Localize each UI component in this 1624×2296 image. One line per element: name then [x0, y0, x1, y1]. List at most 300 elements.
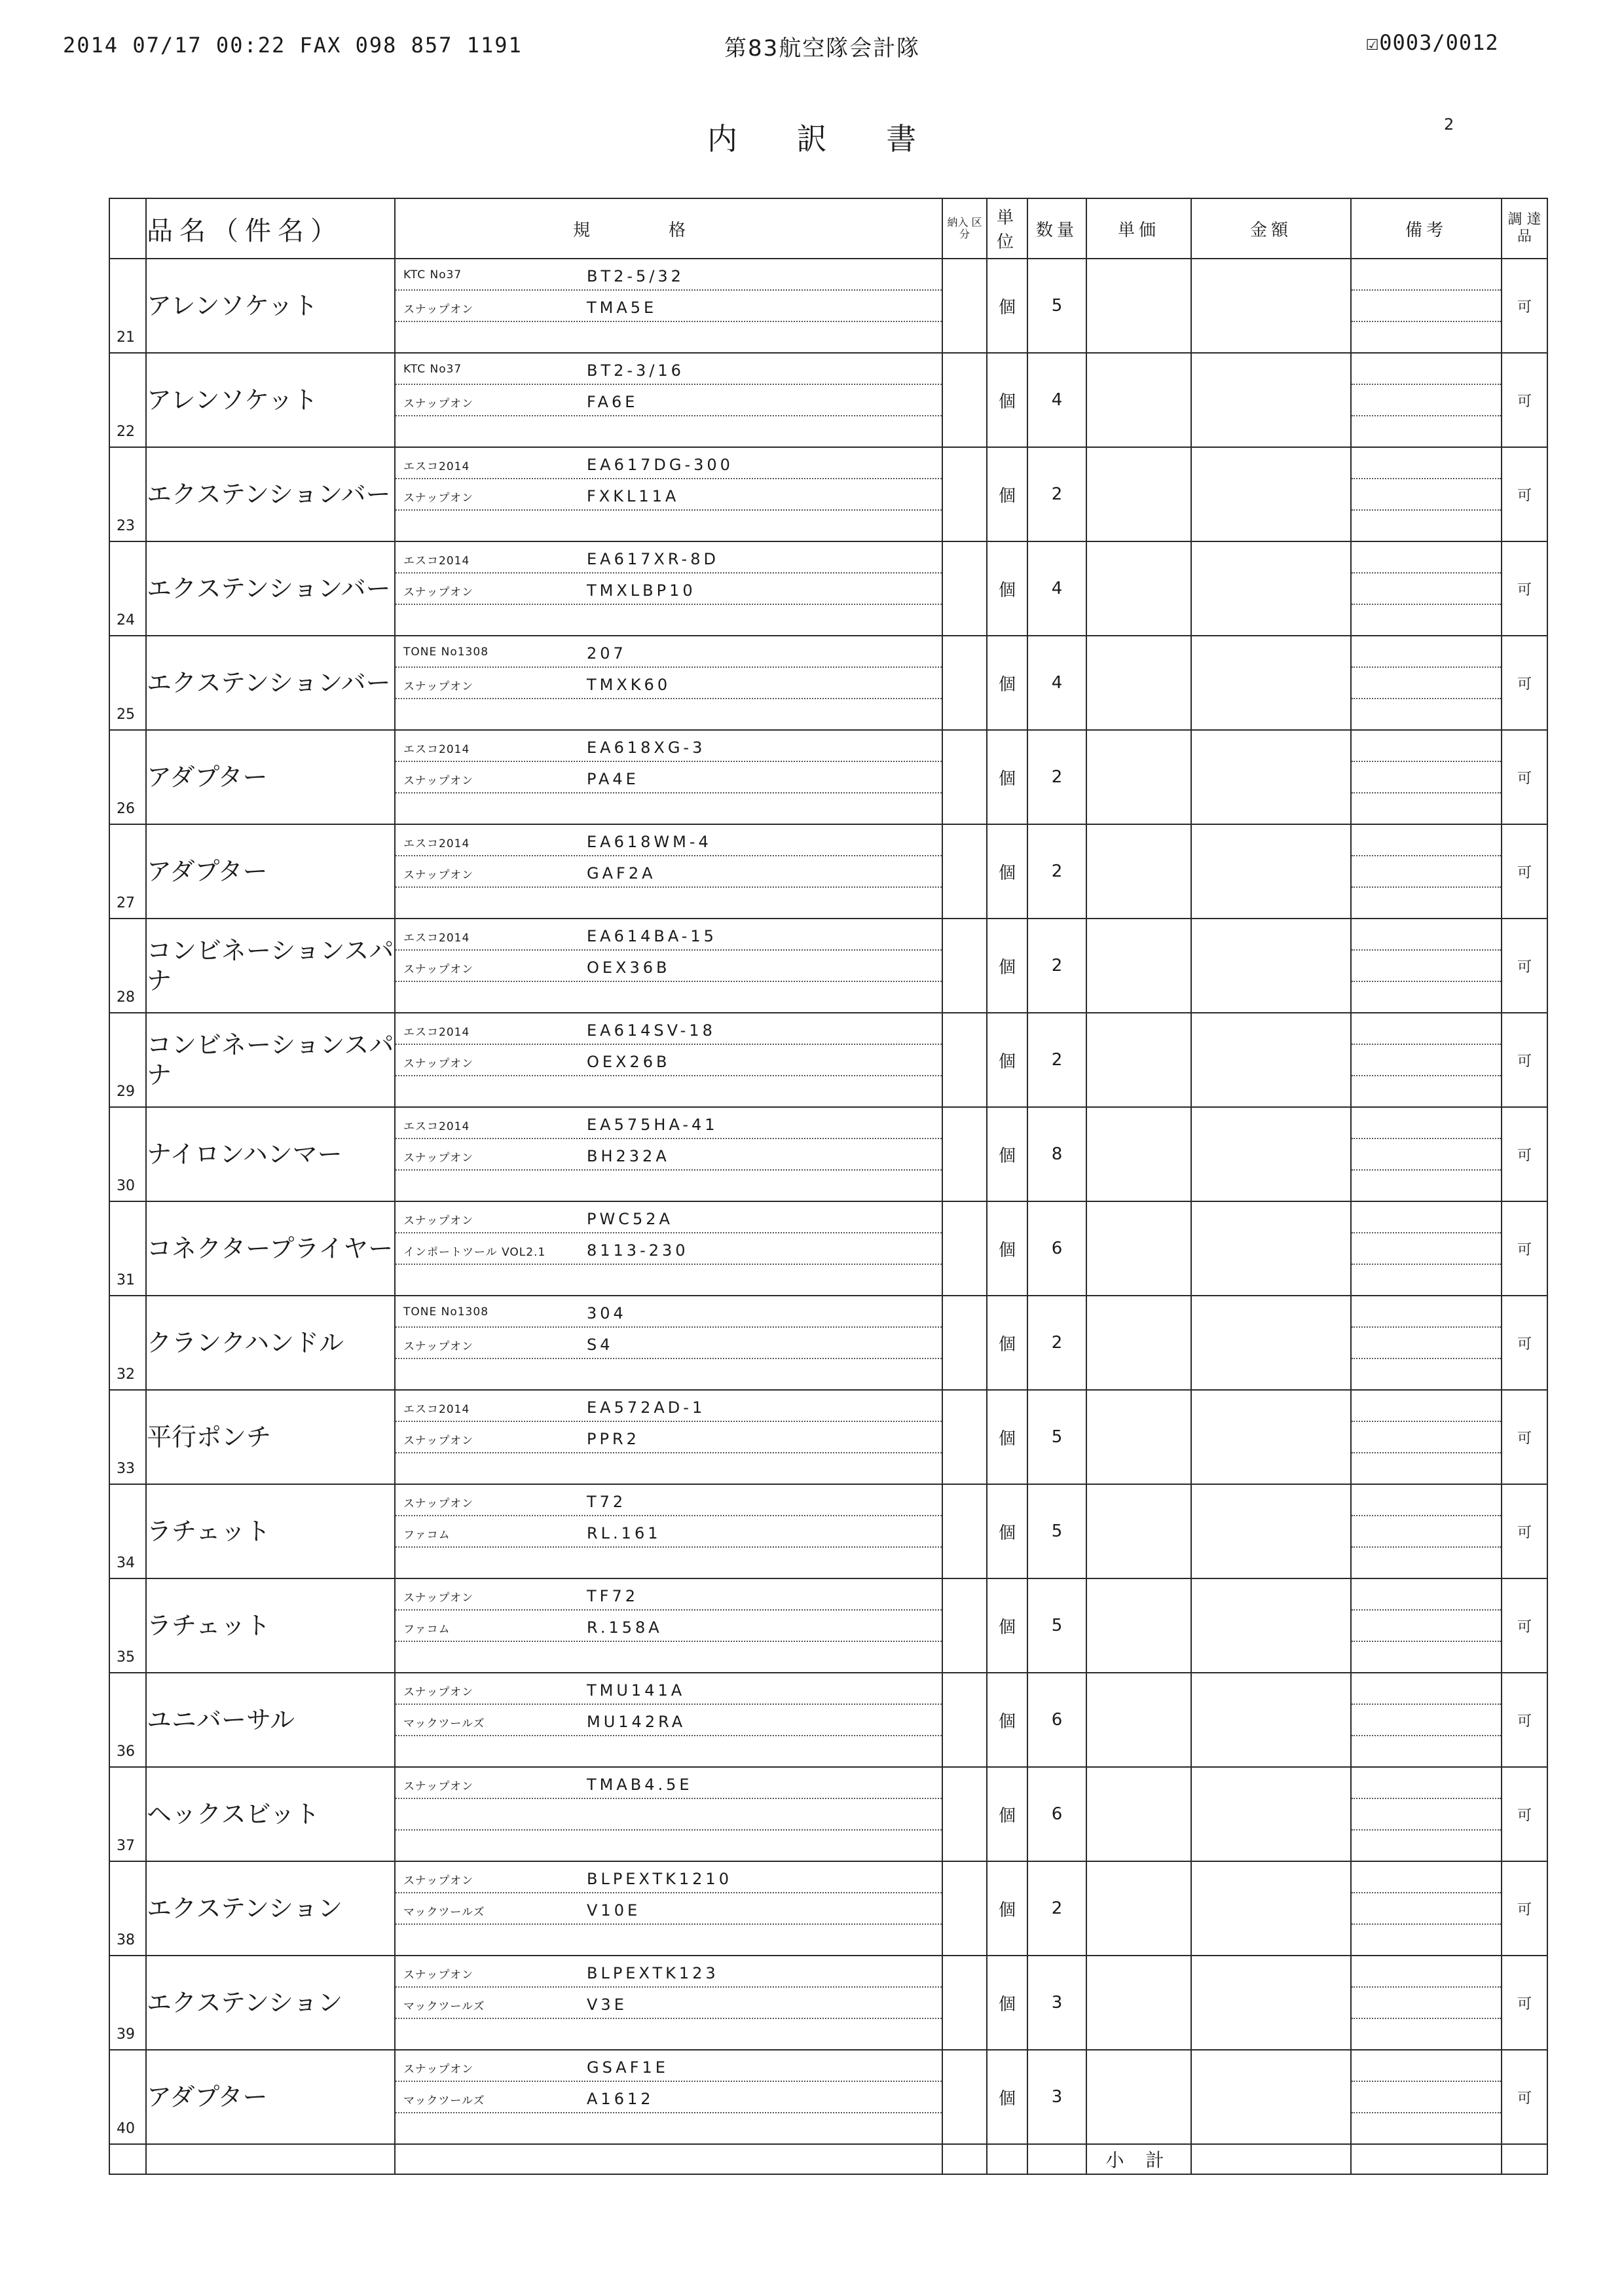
quantity-cell: 6 — [1027, 1767, 1086, 1861]
row-number-cell — [109, 730, 146, 824]
item-name: ユニバーサル — [146, 1673, 395, 1767]
spec-line-blank — [396, 793, 942, 824]
subtotal-blank — [109, 2144, 146, 2174]
spec-line-blank — [396, 511, 942, 541]
item-name: ラチェット — [146, 1578, 395, 1673]
spec-line — [396, 1202, 942, 1233]
row-number-cell — [109, 919, 146, 1013]
header-delivery-class: 納入 区分 — [942, 198, 987, 259]
procurement-status-cell: 可 — [1502, 1107, 1547, 1201]
table-row — [109, 824, 1547, 919]
unit-price-cell — [1086, 541, 1191, 636]
procurement-status-cell: 可 — [1502, 1767, 1547, 1861]
item-name: ラチェット — [146, 1484, 395, 1578]
amount-cell — [1191, 541, 1351, 636]
procurement-status-cell: 可 — [1502, 824, 1547, 919]
remarks-cell — [1351, 824, 1502, 919]
unit-price-cell — [1086, 1767, 1191, 1861]
spec-line-blank — [396, 1831, 942, 1861]
unit-cell: 個 — [987, 1201, 1027, 1296]
row-number-cell — [109, 636, 146, 730]
spec-line — [396, 385, 942, 416]
unit-cell: 個 — [987, 1673, 1027, 1767]
remarks-cell — [1351, 1861, 1502, 1956]
spec-maker: エスコ2014 — [403, 932, 470, 945]
quantity-cell: 3 — [1027, 1956, 1086, 2050]
quantity-cell: 4 — [1027, 541, 1086, 636]
row-number: 33 — [117, 1461, 135, 1477]
quantity-cell: 2 — [1027, 824, 1086, 919]
delivery-class-cell — [942, 730, 987, 824]
spec-line — [396, 1768, 942, 1799]
row-number-cell — [109, 447, 146, 541]
spec-maker: マックツールズ — [403, 2094, 485, 2107]
spec-line-blank — [396, 2019, 942, 2049]
remarks-cell — [1351, 2050, 1502, 2144]
spec-line — [396, 291, 942, 322]
amount-cell — [1191, 1296, 1351, 1390]
spec-maker: スナップオン — [403, 1592, 474, 1605]
table-row — [109, 636, 1547, 730]
delivery-class-cell — [942, 824, 987, 919]
spec-maker: スナップオン — [403, 586, 474, 599]
unit-cell: 個 — [987, 1296, 1027, 1390]
row-number: 26 — [117, 801, 135, 817]
spec-line-blank — [396, 1642, 942, 1672]
spec-maker: スナップオン — [403, 397, 474, 410]
spec-maker: スナップオン — [403, 1780, 474, 1793]
spec-model: GAF2A — [587, 864, 656, 883]
item-name: アレンソケット — [146, 353, 395, 447]
table-row — [109, 259, 1547, 353]
spec-line — [396, 762, 942, 793]
spec-line-blank — [396, 1548, 942, 1578]
amount-cell — [1191, 636, 1351, 730]
subtotal-blank — [1027, 2144, 1086, 2174]
unit-price-cell — [1086, 1673, 1191, 1767]
spec-model: FA6E — [587, 393, 638, 411]
spec-model: V10E — [587, 1901, 641, 1920]
procurement-status-cell: 可 — [1502, 1201, 1547, 1296]
unit-cell: 個 — [987, 824, 1027, 919]
spec-model: 207 — [587, 644, 627, 663]
table-row — [109, 1578, 1547, 1673]
spec-cell — [395, 1013, 942, 1107]
spec-cell — [395, 1578, 942, 1673]
spec-model: PA4E — [587, 770, 639, 788]
unit-price-cell — [1086, 2050, 1191, 2144]
spec-model: EA572AD-1 — [587, 1398, 706, 1417]
spec-line — [396, 1296, 942, 1328]
delivery-class-cell — [942, 1013, 987, 1107]
spec-cell — [395, 1956, 942, 2050]
unit-price-cell — [1086, 1201, 1191, 1296]
header-procurement: 調 達 品 — [1502, 198, 1547, 259]
table-row — [109, 1767, 1547, 1861]
unit-cell: 個 — [987, 1107, 1027, 1201]
fax-page-counter: ☑0003/0012 — [1366, 30, 1499, 55]
procurement-status-cell: 可 — [1502, 1956, 1547, 2050]
table-row — [109, 1673, 1547, 1767]
procurement-status-cell: 可 — [1502, 353, 1547, 447]
delivery-class-cell — [942, 636, 987, 730]
spec-model: OEX36B — [587, 958, 671, 977]
spec-maker: マックツールズ — [403, 2000, 485, 2013]
remarks-cell — [1351, 1013, 1502, 1107]
spec-model: BLPEXTK1210 — [587, 1870, 732, 1888]
subtotal-blank — [1351, 2144, 1502, 2174]
spec-maker: スナップオン — [403, 680, 474, 693]
unit-cell: 個 — [987, 259, 1027, 353]
spec-maker: エスコ2014 — [403, 555, 470, 568]
spec-line — [396, 1516, 942, 1548]
spec-maker: スナップオン — [403, 1057, 474, 1070]
spec-line — [396, 1391, 942, 1422]
unit-cell: 個 — [987, 919, 1027, 1013]
spec-model: TMXK60 — [587, 676, 671, 694]
unit-cell: 個 — [987, 2050, 1027, 2144]
spec-line — [396, 1799, 942, 1831]
item-name: エクステンションバー — [146, 541, 395, 636]
spec-line — [396, 731, 942, 762]
item-name: コンビネーションスパナ — [146, 919, 395, 1013]
subtotal-blank — [987, 2144, 1027, 2174]
remarks-cell — [1351, 636, 1502, 730]
spec-model: EA614SV-18 — [587, 1021, 716, 1040]
spec-cell — [395, 1107, 942, 1201]
remarks-cell — [1351, 447, 1502, 541]
unit-price-cell — [1086, 259, 1191, 353]
spec-line-blank — [396, 2113, 942, 2143]
spec-cell — [395, 1767, 942, 1861]
procurement-status-cell: 可 — [1502, 447, 1547, 541]
spec-model: BT2-5/32 — [587, 267, 684, 285]
remarks-cell — [1351, 259, 1502, 353]
row-number-cell — [109, 259, 146, 353]
remarks-cell — [1351, 919, 1502, 1013]
spec-line-blank — [396, 605, 942, 635]
row-number-cell — [109, 1296, 146, 1390]
procurement-status-cell: 可 — [1502, 1673, 1547, 1767]
row-number: 39 — [117, 2026, 135, 2043]
unit-cell: 個 — [987, 353, 1027, 447]
spec-maker: エスコ2014 — [403, 1026, 470, 1039]
header-unit-price: 単価 — [1086, 198, 1191, 259]
row-number: 34 — [117, 1555, 135, 1571]
remarks-cell — [1351, 1578, 1502, 1673]
amount-cell — [1191, 1107, 1351, 1201]
delivery-class-cell — [942, 1861, 987, 1956]
amount-cell — [1191, 353, 1351, 447]
spec-model: EA614BA-15 — [587, 927, 717, 945]
procurement-status-cell: 可 — [1502, 1484, 1547, 1578]
table-header-row — [109, 198, 1547, 259]
table-row — [109, 1013, 1547, 1107]
delivery-class-cell — [942, 1956, 987, 2050]
unit-cell: 個 — [987, 1767, 1027, 1861]
subtotal-blank — [1502, 2144, 1547, 2174]
procurement-status-cell: 可 — [1502, 1390, 1547, 1484]
spec-model: TF72 — [587, 1587, 639, 1605]
remarks-cell — [1351, 1956, 1502, 2050]
subtotal-label: 小 計 — [1086, 2144, 1191, 2174]
quantity-cell: 2 — [1027, 1861, 1086, 1956]
row-number-cell — [109, 1956, 146, 2050]
header-quantity: 数量 — [1027, 198, 1086, 259]
spec-maker: スナップオン — [403, 869, 474, 882]
unit-cell: 個 — [987, 1578, 1027, 1673]
row-number: 32 — [117, 1366, 135, 1383]
spec-model: MU142RA — [587, 1713, 686, 1731]
subtotal-blank — [146, 2144, 395, 2174]
spec-line — [396, 1328, 942, 1359]
spec-line — [396, 574, 942, 605]
amount-cell — [1191, 1861, 1351, 1956]
spec-maker: スナップオン — [403, 963, 474, 976]
item-name: エクステンションバー — [146, 447, 395, 541]
unit-cell: 個 — [987, 730, 1027, 824]
itemization-table — [109, 198, 1548, 2175]
item-name: ナイロンハンマー — [146, 1107, 395, 1201]
quantity-cell: 4 — [1027, 636, 1086, 730]
amount-cell — [1191, 919, 1351, 1013]
spec-line — [396, 919, 942, 951]
spec-line — [396, 1862, 942, 1893]
table-row — [109, 730, 1547, 824]
spec-line-blank — [396, 699, 942, 729]
spec-model: TMA5E — [587, 299, 657, 317]
spec-model: S4 — [587, 1336, 614, 1354]
spec-line-blank — [396, 1453, 942, 1484]
spec-line — [396, 1611, 942, 1642]
table-row — [109, 2050, 1547, 2144]
spec-maker: スナップオン — [403, 303, 474, 316]
spec-model: 304 — [587, 1304, 627, 1322]
spec-line-blank — [396, 1076, 942, 1106]
spec-cell — [395, 636, 942, 730]
spec-maker: スナップオン — [403, 1497, 474, 1510]
spec-line-blank — [396, 1736, 942, 1766]
header-remarks: 備考 — [1351, 198, 1502, 259]
spec-line-blank — [396, 1265, 942, 1295]
spec-line — [396, 636, 942, 668]
header-item-name: 品名（件名） — [146, 198, 395, 259]
spec-maker: エスコ2014 — [403, 1403, 470, 1416]
amount-cell — [1191, 1578, 1351, 1673]
delivery-class-cell — [942, 1296, 987, 1390]
spec-model: V3E — [587, 1995, 627, 2014]
spec-maker: マックツールズ — [403, 1906, 485, 1919]
quantity-cell: 6 — [1027, 1201, 1086, 1296]
unit-cell: 個 — [987, 1861, 1027, 1956]
row-number-cell — [109, 1013, 146, 1107]
delivery-class-cell — [942, 1107, 987, 1201]
remarks-cell — [1351, 730, 1502, 824]
spec-maker: スナップオン — [403, 1969, 474, 1982]
unit-price-cell — [1086, 1390, 1191, 1484]
remarks-cell — [1351, 541, 1502, 636]
spec-line — [396, 2050, 942, 2082]
header-number — [109, 198, 146, 259]
amount-cell — [1191, 1767, 1351, 1861]
spec-model: BH232A — [587, 1147, 670, 1165]
spec-cell — [395, 447, 942, 541]
spec-cell — [395, 919, 942, 1013]
amount-cell — [1191, 1956, 1351, 2050]
row-number-cell — [109, 1673, 146, 1767]
spec-model: RL.161 — [587, 1524, 661, 1542]
spec-line — [396, 825, 942, 856]
spec-line-blank — [396, 1925, 942, 1955]
spec-line — [396, 1893, 942, 1925]
spec-maker: TONE No1308 — [403, 1305, 489, 1319]
table-row — [109, 1390, 1547, 1484]
table-row — [109, 1296, 1547, 1390]
spec-cell — [395, 1484, 942, 1578]
item-name: アダプター — [146, 2050, 395, 2144]
item-name: ヘックスビット — [146, 1767, 395, 1861]
spec-line — [396, 2082, 942, 2113]
spec-maker: スナップオン — [403, 1214, 474, 1228]
procurement-status-cell: 可 — [1502, 730, 1547, 824]
spec-model: T72 — [587, 1493, 627, 1511]
procurement-status-cell: 可 — [1502, 1013, 1547, 1107]
row-number-cell — [109, 353, 146, 447]
table-row — [109, 1956, 1547, 2050]
item-name: アダプター — [146, 824, 395, 919]
spec-model: TMXLBP10 — [587, 581, 696, 600]
spec-model: R.158A — [587, 1618, 663, 1637]
amount-cell — [1191, 1013, 1351, 1107]
procurement-status-cell: 可 — [1502, 919, 1547, 1013]
spec-model: TMAB4.5E — [587, 1776, 693, 1794]
row-number: 38 — [117, 1932, 135, 1948]
spec-maker: スナップオン — [403, 1874, 474, 1887]
spec-maker: ファコム — [403, 1529, 451, 1542]
header-spec: 規格 — [395, 198, 942, 259]
spec-line — [396, 1956, 942, 1988]
spec-model: GSAF1E — [587, 2058, 669, 2077]
delivery-class-cell — [942, 1767, 987, 1861]
spec-line — [396, 1673, 942, 1705]
row-number: 36 — [117, 1743, 135, 1760]
spec-line-blank — [396, 322, 942, 352]
table-row — [109, 1107, 1547, 1201]
document-title: 内 訳 書 — [707, 121, 942, 156]
amount-cell — [1191, 1484, 1351, 1578]
row-number-cell — [109, 1767, 146, 1861]
spec-maker: エスコ2014 — [403, 460, 470, 473]
procurement-status-cell: 可 — [1502, 259, 1547, 353]
spec-line — [396, 1485, 942, 1516]
amount-cell — [1191, 1673, 1351, 1767]
item-name: エクステンション — [146, 1861, 395, 1956]
spec-model: EA617XR-8D — [587, 550, 719, 568]
spec-line — [396, 1988, 942, 2019]
unit-price-cell — [1086, 1296, 1191, 1390]
row-number: 28 — [117, 989, 135, 1006]
spec-maker: スナップオン — [403, 774, 474, 788]
subtotal-blank — [942, 2144, 987, 2174]
spec-model: A1612 — [587, 2090, 654, 2108]
spec-maker: スナップオン — [403, 1340, 474, 1353]
spec-line — [396, 668, 942, 699]
spec-cell — [395, 1673, 942, 1767]
procurement-status-cell: 可 — [1502, 1578, 1547, 1673]
spec-maker: ファコム — [403, 1623, 451, 1636]
remarks-cell — [1351, 1673, 1502, 1767]
delivery-class-cell — [942, 541, 987, 636]
table-row — [109, 1861, 1547, 1956]
spec-line — [396, 856, 942, 888]
row-number-cell — [109, 2050, 146, 2144]
row-number-cell — [109, 1390, 146, 1484]
quantity-cell: 2 — [1027, 447, 1086, 541]
quantity-cell: 2 — [1027, 730, 1086, 824]
spec-line — [396, 1705, 942, 1736]
quantity-cell: 2 — [1027, 919, 1086, 1013]
quantity-cell: 5 — [1027, 1484, 1086, 1578]
table-row — [109, 1201, 1547, 1296]
spec-model: EA617DG-300 — [587, 456, 733, 474]
spec-line-blank — [396, 982, 942, 1012]
row-number: 31 — [117, 1272, 135, 1288]
unit-price-cell — [1086, 730, 1191, 824]
row-number-cell — [109, 1484, 146, 1578]
row-number: 25 — [117, 706, 135, 723]
delivery-class-cell — [942, 1673, 987, 1767]
spec-model: BT2-3/16 — [587, 361, 684, 380]
row-number: 27 — [117, 895, 135, 911]
spec-line — [396, 1139, 942, 1171]
delivery-class-cell — [942, 1201, 987, 1296]
fax-sender-name: 第83航空隊会計隊 — [724, 35, 921, 62]
amount-cell — [1191, 824, 1351, 919]
procurement-status-cell: 可 — [1502, 2050, 1547, 2144]
item-name: コネクタープライヤー — [146, 1201, 395, 1296]
remarks-cell — [1351, 1390, 1502, 1484]
delivery-class-cell — [942, 1578, 987, 1673]
unit-cell: 個 — [987, 541, 1027, 636]
header-amount: 金額 — [1191, 198, 1351, 259]
spec-line — [396, 259, 942, 291]
quantity-cell: 2 — [1027, 1013, 1086, 1107]
unit-cell: 個 — [987, 636, 1027, 730]
subtotal-row — [109, 2144, 1547, 2174]
unit-price-cell — [1086, 1013, 1191, 1107]
spec-cell — [395, 824, 942, 919]
unit-price-cell — [1086, 1107, 1191, 1201]
delivery-class-cell — [942, 2050, 987, 2144]
spec-line — [396, 448, 942, 479]
row-number: 40 — [117, 2121, 135, 2137]
amount-cell — [1191, 1201, 1351, 1296]
unit-price-cell — [1086, 824, 1191, 919]
row-number: 22 — [117, 424, 135, 440]
amount-cell — [1191, 730, 1351, 824]
remarks-cell — [1351, 1296, 1502, 1390]
unit-price-cell — [1086, 1578, 1191, 1673]
spec-maker: スナップオン — [403, 492, 474, 505]
spec-maker: スナップオン — [403, 1686, 474, 1699]
subtotal-blank — [395, 2144, 942, 2174]
table-row — [109, 353, 1547, 447]
spec-line-blank — [396, 888, 942, 918]
spec-maker: KTC No37 — [403, 363, 462, 376]
quantity-cell: 5 — [1027, 259, 1086, 353]
procurement-status-cell: 可 — [1502, 541, 1547, 636]
procurement-status-cell: 可 — [1502, 1296, 1547, 1390]
